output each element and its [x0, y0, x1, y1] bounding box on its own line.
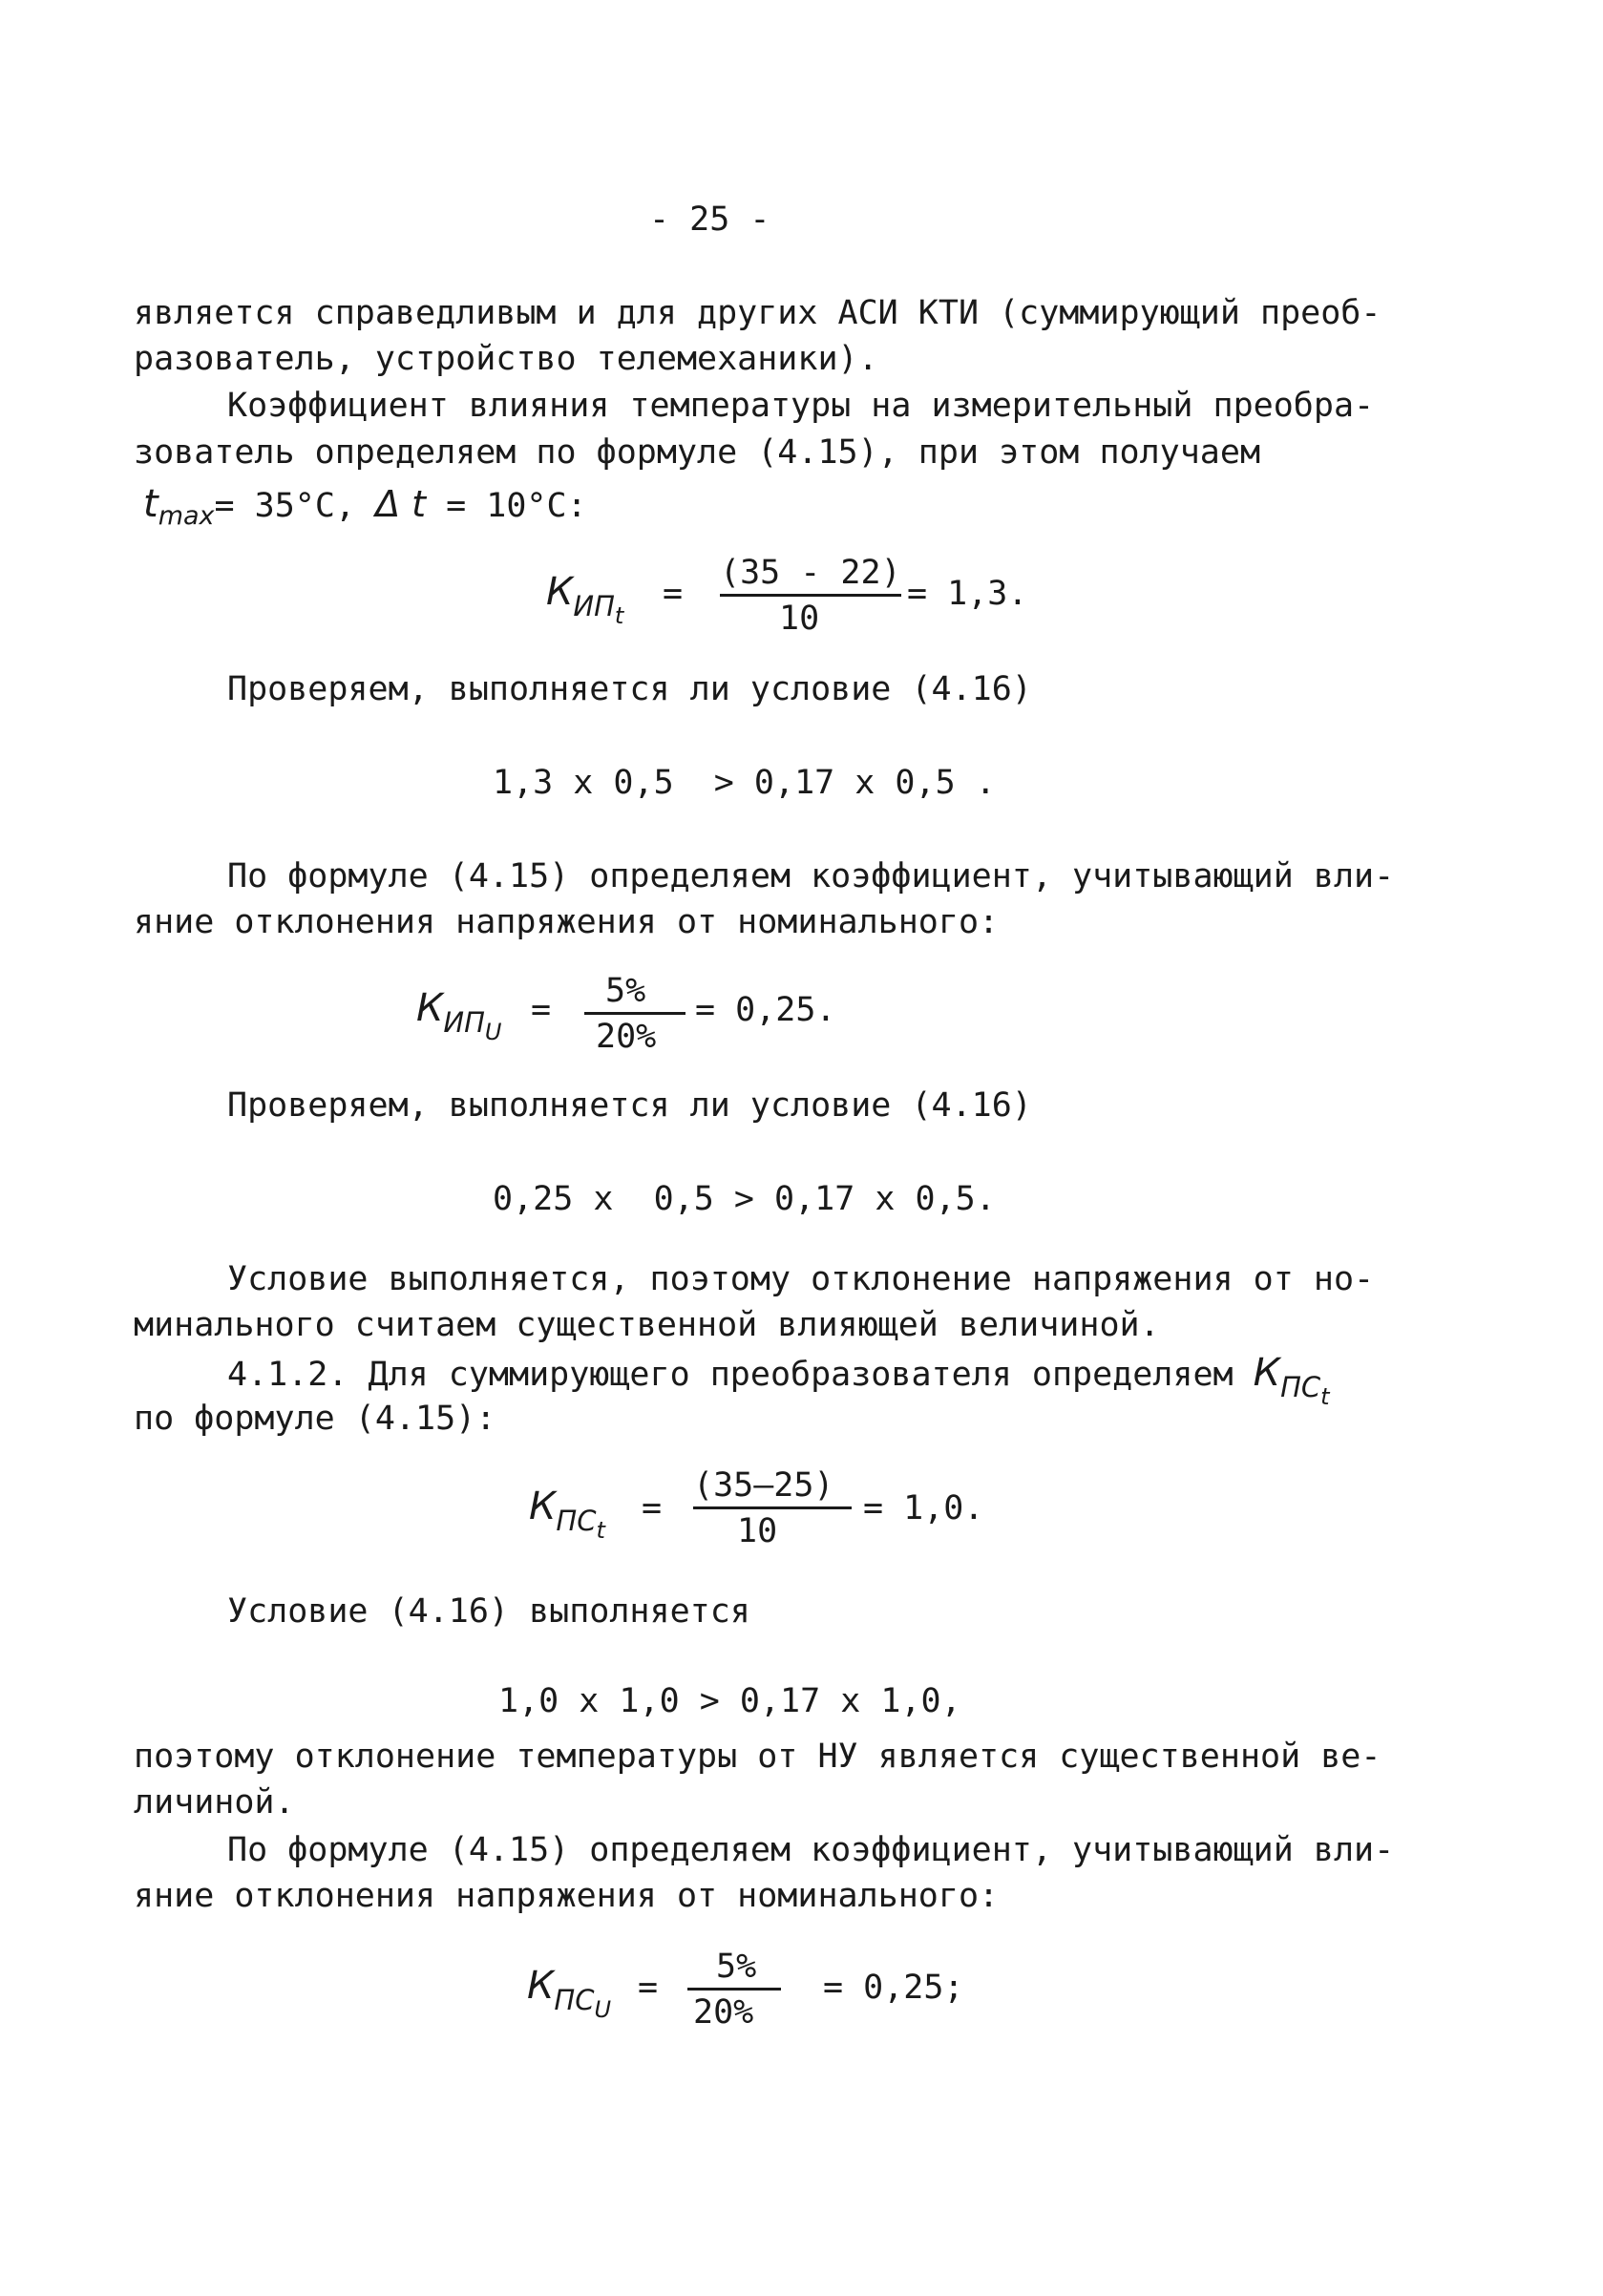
text-line-9: яние отклонения напряжения от номинального: [134, 903, 1000, 941]
formula-1-result: = 1,3. [907, 575, 1028, 613]
inline-k-ps-t: $К_{ПС_t}$ [1253, 1351, 1330, 1410]
formula-3-equals: = [642, 1489, 663, 1527]
formula-3-symbol: $К_{ПС_t}$ [529, 1485, 605, 1544]
formula-2-denominator: 20% [596, 1018, 657, 1056]
text-line-6: Проверяем, выполняется ли условие (4.16) [227, 670, 1032, 708]
formula-4-denominator: 20% [693, 1993, 754, 2032]
text-line-18: поэтому отклонение температуры от НУ является существенной ве- [134, 1738, 1382, 1776]
formula-2-fraction-bar [584, 1012, 685, 1015]
formula-4-equals: = [638, 1969, 659, 2007]
text-line-13: минального считаем существенной влияющей величиной. [134, 1306, 1160, 1344]
formula-1-fraction-bar [720, 594, 901, 597]
text-line-1: является справедливым и для других АСИ КТИ (суммирующий преоб- [134, 294, 1382, 332]
formula-4-symbol: $К_{ПС_U}$ [527, 1964, 612, 2023]
text-line-12: Условие выполняется, поэтому отклонение напряжения от но- [227, 1260, 1375, 1298]
formula-1-equals: = [663, 575, 684, 613]
formula-1-symbol: $К_{ИП_t}$ [546, 570, 624, 629]
delta-t-value: = 10°С: [426, 487, 587, 525]
formula-3-result: = 1,0. [863, 1489, 984, 1527]
formula-3-fraction-bar [693, 1506, 852, 1509]
tmax-subscript: max [158, 501, 215, 531]
formula-4-result: = 0,25; [823, 1969, 964, 2007]
text-line-15: по формуле (4.15): [134, 1400, 496, 1438]
text-line-16: Условие (4.16) выполняется [227, 1592, 750, 1631]
formula-2-equals: = [531, 991, 552, 1029]
text-line-19: личиной. [134, 1783, 295, 1822]
inequality-3: 1,0 х 1,0 > 0,17 х 1,0, [498, 1682, 961, 1720]
text-line-3: Коэффициент влияния температуры на измерительный преобра- [227, 387, 1375, 425]
text-line-4: зователь определяем по формуле (4.15), при этом получаем [134, 433, 1261, 472]
delta-t-symbol: Δ t [375, 483, 427, 525]
formula-3-numerator: (35–25) [693, 1466, 834, 1505]
formula-2-numerator: 5% [605, 972, 646, 1010]
tmax-symbol: t [143, 482, 158, 526]
formula-4-numerator: 5% [716, 1948, 757, 1986]
text-line-21: яние отклонения напряжения от номинального: [134, 1877, 1000, 1915]
formula-1-numerator: (35 - 22) [720, 554, 901, 592]
inequality-2: 0,25 х 0,5 > 0,17 х 0,5. [493, 1180, 996, 1218]
formula-2-result: = 0,25. [695, 991, 836, 1029]
text-line-2: разователь, устройство телемеханики). [134, 340, 878, 378]
formula-4-fraction-bar [687, 1988, 781, 1991]
text-line-20: По формуле (4.15) определяем коэффициент, учитывающий вли- [227, 1831, 1395, 1869]
text-line-5 [143, 483, 587, 537]
text-line-10: Проверяем, выполняется ли условие (4.16) [227, 1086, 1032, 1125]
inequality-1: 1,3 х 0,5 > 0,17 х 0,5 . [493, 764, 996, 802]
formula-2-symbol: $К_{ИП_U}$ [416, 986, 502, 1045]
formula-3-denominator: 10 [737, 1512, 778, 1550]
text-line-8: По формуле (4.15) определяем коэффициент, учитывающий вли- [227, 857, 1395, 895]
page-number: - 25 - [649, 200, 770, 239]
formula-1-denominator: 10 [779, 600, 820, 638]
tmax-value: = 35°С, [214, 487, 376, 525]
text-line-14-text: 4.1.2. Для суммирующего преобразователя определяем [227, 1356, 1234, 1394]
